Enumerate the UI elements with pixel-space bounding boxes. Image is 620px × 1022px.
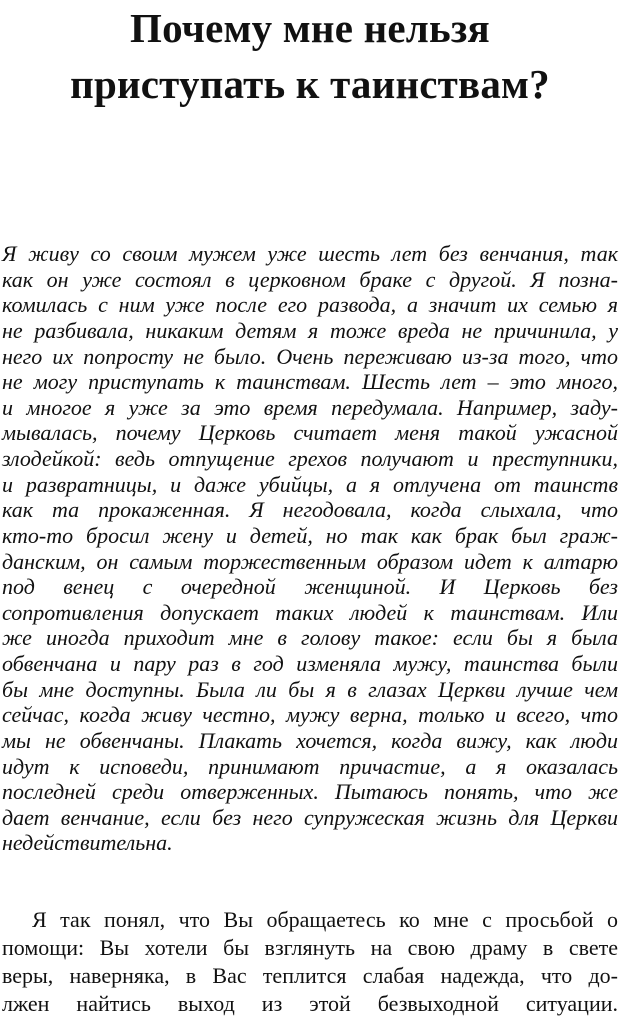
letter-line: злодейкой: ведь отпущение грехов получают и преступники, (2, 446, 618, 471)
letter-line: же иногда приходит мне в голову такое: если бы я была (2, 625, 618, 651)
letter-line: данским, он самым торжественным образом идет к алтарю (2, 548, 618, 574)
chapter-title-line: Почему мне нельзя (130, 5, 490, 51)
letter-line: не могу приступать к таинствам. Шесть лет – это много, (2, 369, 618, 395)
letter-line: и развратницы, и даже убийцы, а я отлучена от таинств (2, 471, 618, 497)
letter-line: обвенчана и пару раз в год изменяла мужу, таинства были (2, 651, 618, 676)
chapter-title (0, 0, 620, 112)
letter-line: бы мне доступны. Была ли бы я в глазах Церкви лучше чем (2, 676, 618, 702)
letter-line: недействительна. (2, 830, 173, 856)
letter-line: Я живу со своим мужем уже шесть лет без венчания, так (2, 241, 618, 266)
letter-line: и многое я уже за это время передумала. Например, заду- (2, 394, 618, 420)
reader-letter (2, 241, 618, 856)
letter-line: него их попросту не было. Очень переживаю из-за того, что (2, 343, 618, 369)
letter-line: сейчас, когда живу честно, мужу верна, только и всего, что (2, 702, 618, 728)
letter-line: под венец с очередной женщиной. И Церковь без (2, 574, 618, 600)
letter-line: как та прокаженная. Я негодовала, когда слыхала, что (2, 497, 618, 523)
reply-line: Я так понял, что Вы обращаетесь ко мне с просьбой о (32, 907, 618, 932)
author-reply (2, 906, 618, 1018)
reply-line: помощи: Вы хотели бы взглянуть на свою драму в свете (2, 935, 618, 960)
letter-line: мы не обвенчаны. Плакать хочется, когда вижу, как люди (2, 727, 618, 753)
reply-line: лжен найтись выход из этой безвыходной ситуации. (2, 991, 618, 1016)
letter-line: последней среди отверженных. Пытаюсь понять, что же (2, 779, 618, 805)
letter-line: как он уже состоял в церковном браке с другой. Я позна- (2, 266, 618, 292)
letter-line: кто-то бросил жену и детей, но так как брак был граж- (2, 522, 618, 548)
letter-line: дает венчание, если без него супружеская жизнь для Церкви (2, 804, 618, 830)
chapter-title-line: приступать к таинствам? (70, 61, 550, 107)
letter-line: сопротивления допускает таких людей к таинствам. Или (2, 599, 618, 625)
letter-line: мывалась, почему Церковь считает меня такой ужасной (2, 420, 618, 446)
letter-line: не разбивала, никаким детям я тоже вреда не причинила, у (2, 317, 618, 343)
letter-line: идут к исповеди, принимают причастие, а я оказалась (2, 753, 618, 779)
reply-line: веры, наверняка, в Вас теплится слабая надежда, что до- (2, 963, 618, 988)
letter-line: комилась с ним уже после его развода, а значит их семью я (2, 292, 618, 318)
